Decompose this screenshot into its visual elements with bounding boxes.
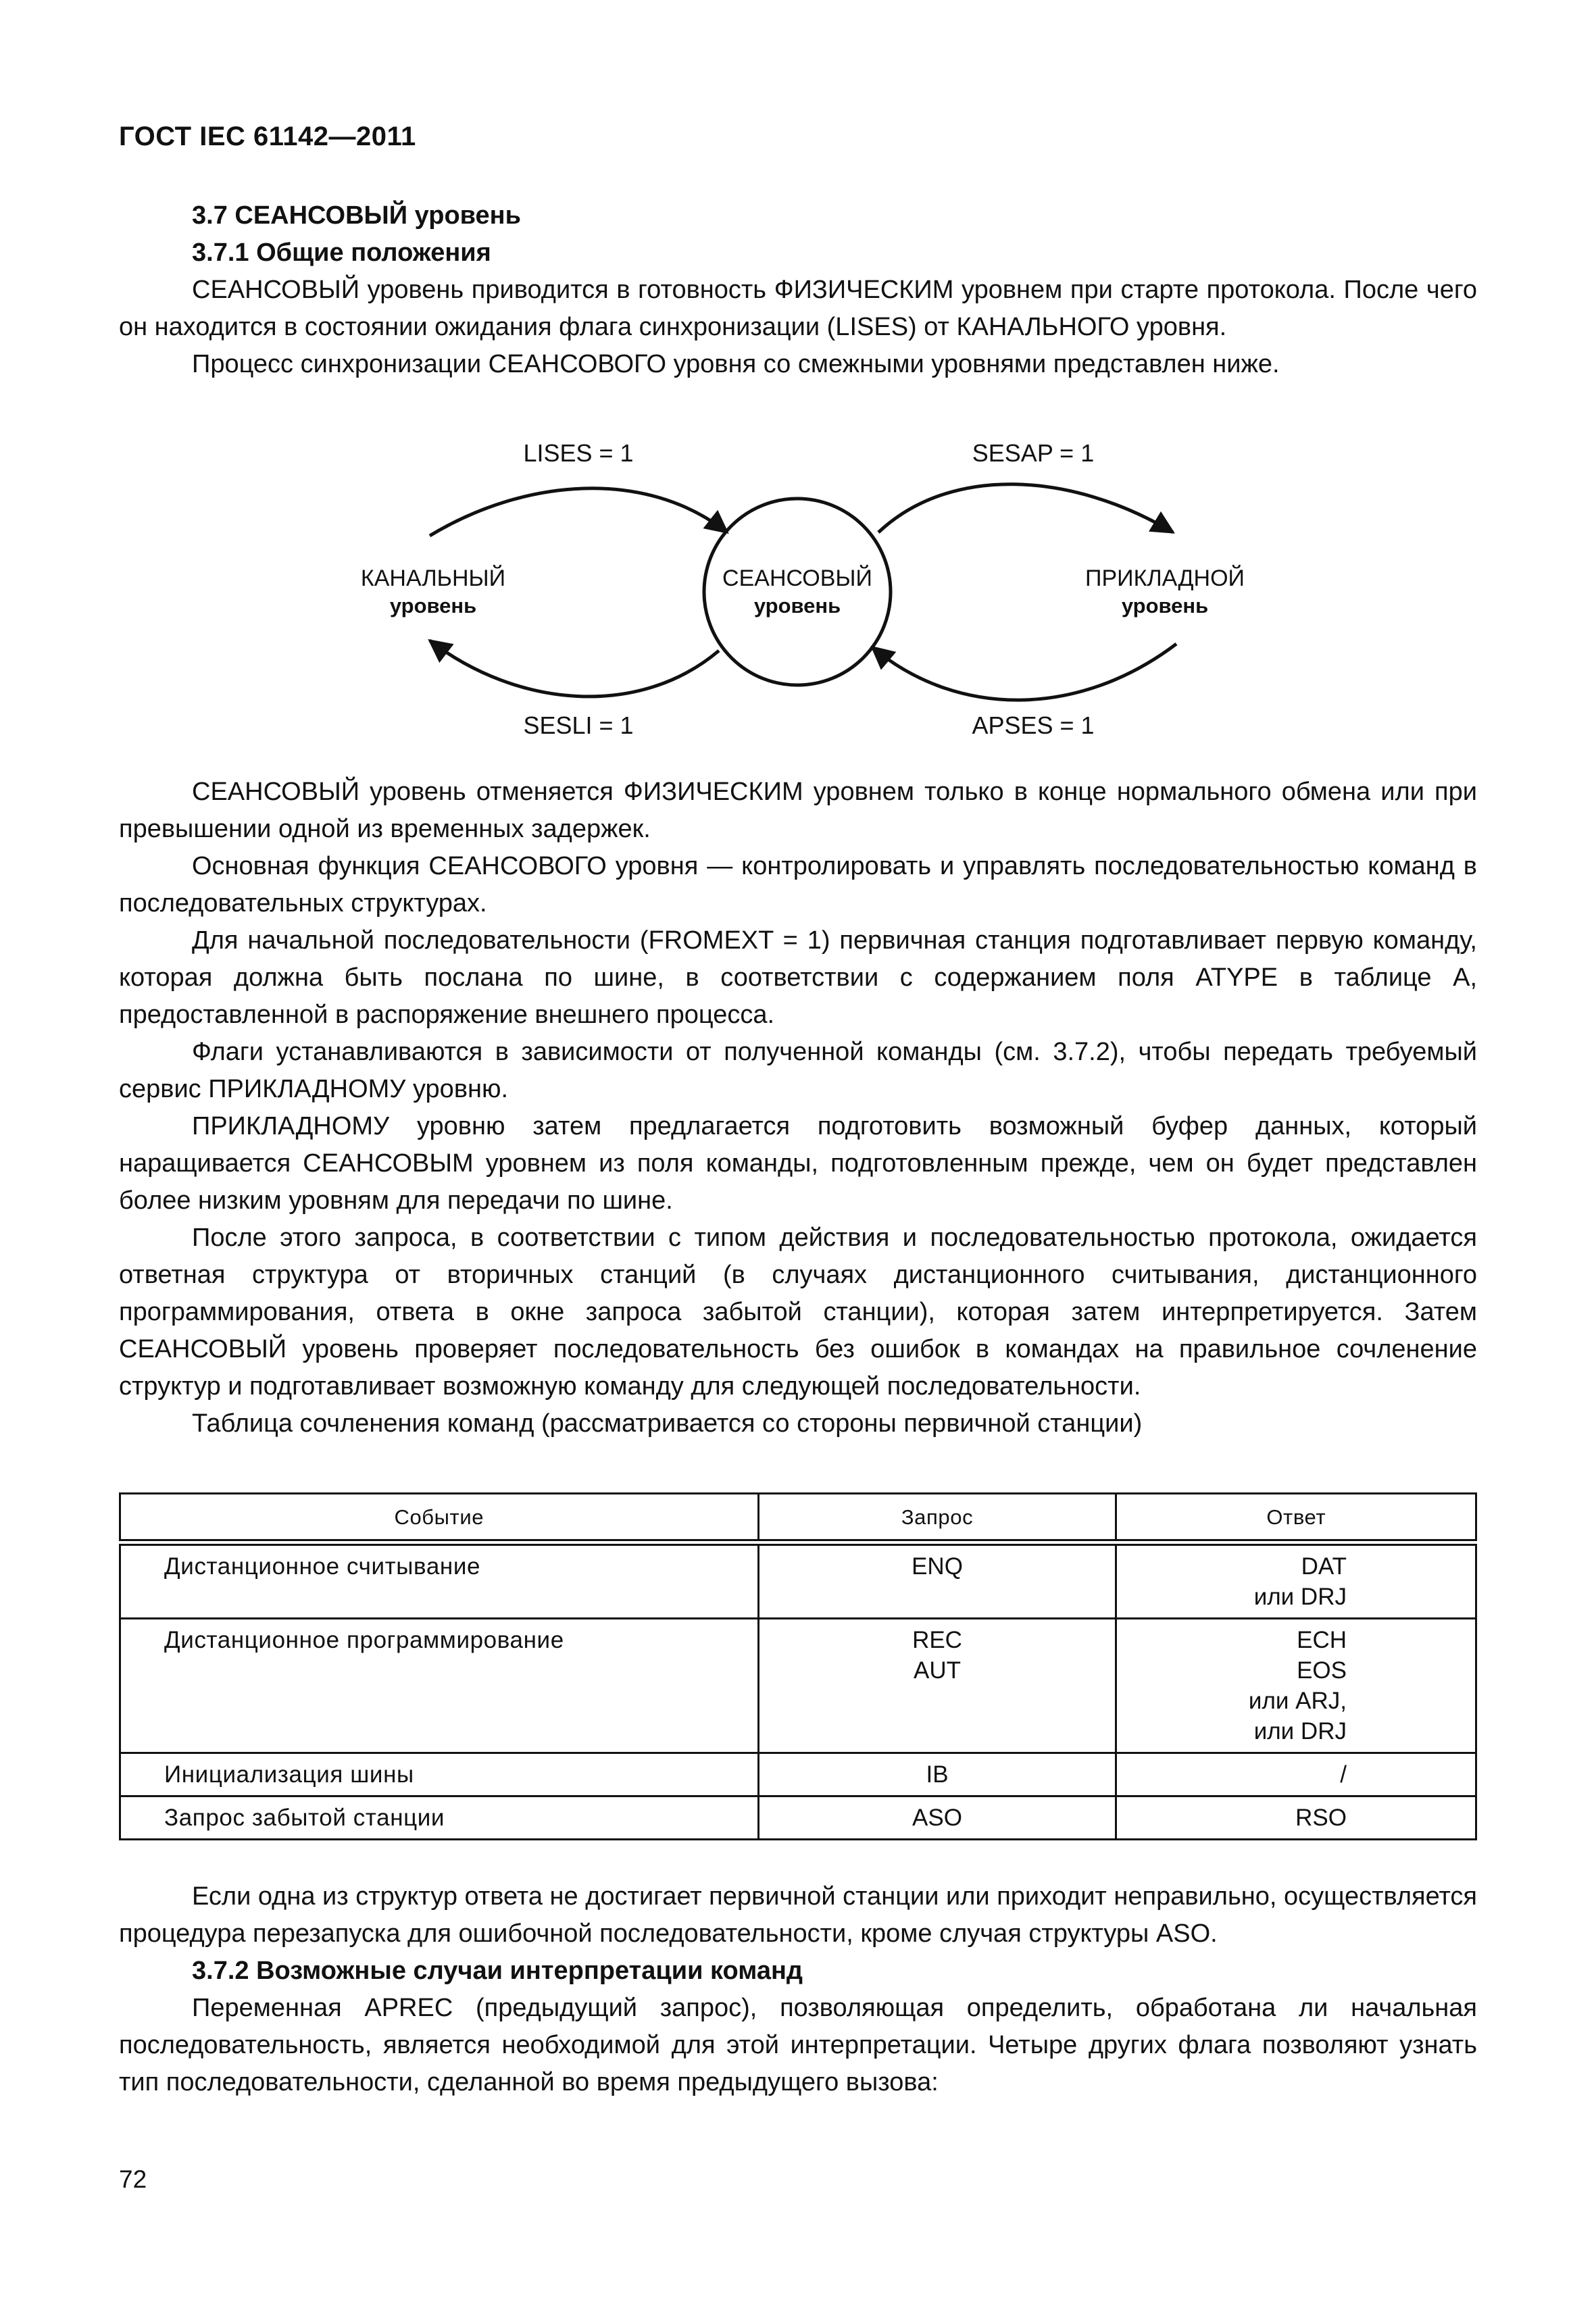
left-node-label: КАНАЛЬНЫЙ (360, 565, 506, 591)
paragraph-7: ПРИКЛАДНОМУ уровню затем предлагается подготовить возможный буфер данных, который наращивается СЕАНСОВЫМ уровнем из поля команды, подготовленным прежде, чем он будет представлен более низким уровням для передачи по шине. (119, 1112, 1477, 1215)
request-cell (758, 1753, 1116, 1796)
paragraph-10: Если одна из структур ответа не достигает первичной станции или приходит неправильно, осуществляется процедура перезапуска для ошибочной последовательности, кроме случая структуры ASO. (119, 1882, 1477, 1948)
request-value: AUT (914, 1657, 962, 1684)
arrow-sesap (878, 484, 1173, 532)
response-value: / (1340, 1761, 1347, 1788)
paragraph-11: Переменная APREC (предыдущий запрос), позволяющая определить, обработана ли начальная последовательность, является необходимой для этой интерпретации. Четыре других флага позволяют узнать тип последовательности, сделанной во время предыдущего вызова: (119, 1994, 1477, 2096)
left-node-sublabel: уровень (389, 594, 477, 618)
header-event: Событие (120, 1494, 759, 1543)
request-value: ENQ (912, 1553, 963, 1580)
label-sesap: SESAP = 1 (972, 439, 1095, 467)
page-number: 72 (119, 2165, 147, 2193)
center-node-circle (704, 499, 891, 685)
paragraph-6: Флаги устанавливаются в зависимости от полученной команды (см. 3.7.2), чтобы передать требуемый сервис ПРИКЛАДНОМУ уровню. (119, 1038, 1477, 1103)
paragraph-8: После этого запроса, в соответствии с типом действия и последовательностью протокола, ожидается ответная структура от вторичных станций (в случаях дистанционного считывания, дистанционного программирования, ответа в окне запроса забытой станции), которая затем интерпретируется. Затем СЕАНСОВЫЙ уровень проверяет последовательность без ошибок в командах на правильное сочленение структур и подготавливает возможную команду для следующей последовательности. (119, 1224, 1477, 1401)
arrow-apses (872, 644, 1176, 700)
paragraph-1: СЕАНСОВЫЙ уровень приводится в готовность ФИЗИЧЕСКИМ уровнем при старте протокола. После чего он находится в состоянии ожидания флага синхронизации (LISES) от КАНАЛЬНОГО уровня. (119, 276, 1477, 341)
right-node-label: ПРИКЛАДНОЙ (1085, 565, 1245, 591)
request-cell (758, 1796, 1116, 1840)
response-value: ECH (1297, 1627, 1347, 1653)
paragraph-2: Процесс синхронизации СЕАНСОВОГО уровня со смежными уровнями представлен ниже. (192, 350, 1280, 378)
command-table (119, 1492, 1477, 1840)
section-title: 3.7 СЕАНСОВЫЙ уровень (192, 201, 521, 230)
request-cell (758, 1619, 1116, 1753)
table-row (120, 1753, 1476, 1796)
response-value: или DRJ (1253, 1584, 1347, 1610)
label-apses: APSES = 1 (972, 711, 1095, 738)
request-value: IB (926, 1761, 949, 1788)
response-value: RSO (1295, 1805, 1347, 1831)
paragraph-5: Для начальной последовательности (FROMEXT = 1) первичная станция подготавливает первую команду, которая должна быть послана по шине, в соответствии с содержанием поля ATYPE в таблице А, предоставленной в распоряжение внешнего процесса. (119, 926, 1477, 1029)
subsection-title-general: 3.7.1 Общие положения (192, 238, 491, 267)
request-value: REC (912, 1627, 962, 1653)
command-table-wrapper (119, 1492, 1477, 1840)
subsection-title-interpretation: 3.7.2 Возможные случаи интерпретации команд (192, 1957, 803, 1985)
session-sync-diagram (119, 421, 1477, 738)
event-cell: Дистанционное считывание (120, 1542, 759, 1619)
response-cell (1116, 1796, 1476, 1840)
paragraph-9: Таблица сочленения команд (рассматривается со стороны первичной станции) (192, 1409, 1143, 1438)
response-value: EOS (1297, 1657, 1347, 1684)
arrow-lises (430, 488, 727, 536)
right-node-sublabel: уровень (1121, 594, 1209, 618)
request-cell (758, 1542, 1116, 1619)
response-value: или DRJ (1253, 1718, 1347, 1744)
paragraph-3: СЕАНСОВЫЙ уровень отменяется ФИЗИЧЕСКИМ уровнем только в конце нормального обмена или при превышении одной из временных задержек. (119, 778, 1477, 843)
request-value: ASO (912, 1805, 962, 1831)
response-cell (1116, 1619, 1476, 1753)
arrow-sesli (430, 640, 719, 697)
header-response: Ответ (1116, 1494, 1476, 1543)
response-value: или ARJ, (1248, 1688, 1347, 1714)
response-cell (1116, 1542, 1476, 1619)
label-lises: LISES = 1 (523, 439, 634, 467)
event-cell: Дистанционное программирование (120, 1619, 759, 1753)
table-header-row (120, 1494, 1476, 1543)
table-row (120, 1619, 1476, 1753)
event-cell: Запрос забытой станции (120, 1796, 759, 1840)
event-cell: Инициализация шины (120, 1753, 759, 1796)
response-cell (1116, 1753, 1476, 1796)
document-header: ГОСТ IEC 61142—2011 (119, 122, 416, 151)
table-row (120, 1542, 1476, 1619)
document-content (119, 197, 1477, 2101)
center-node-sublabel: уровень (753, 594, 841, 618)
label-sesli: SESLI = 1 (523, 711, 634, 738)
table-row (120, 1796, 1476, 1840)
header-request: Запрос (758, 1494, 1116, 1543)
center-node-label: СЕАНСОВЫЙ (722, 565, 872, 591)
paragraph-4: Основная функция СЕАНСОВОГО уровня — контролировать и управлять последовательностью команд в последовательных структурах. (119, 852, 1477, 917)
response-value: DAT (1301, 1553, 1347, 1580)
